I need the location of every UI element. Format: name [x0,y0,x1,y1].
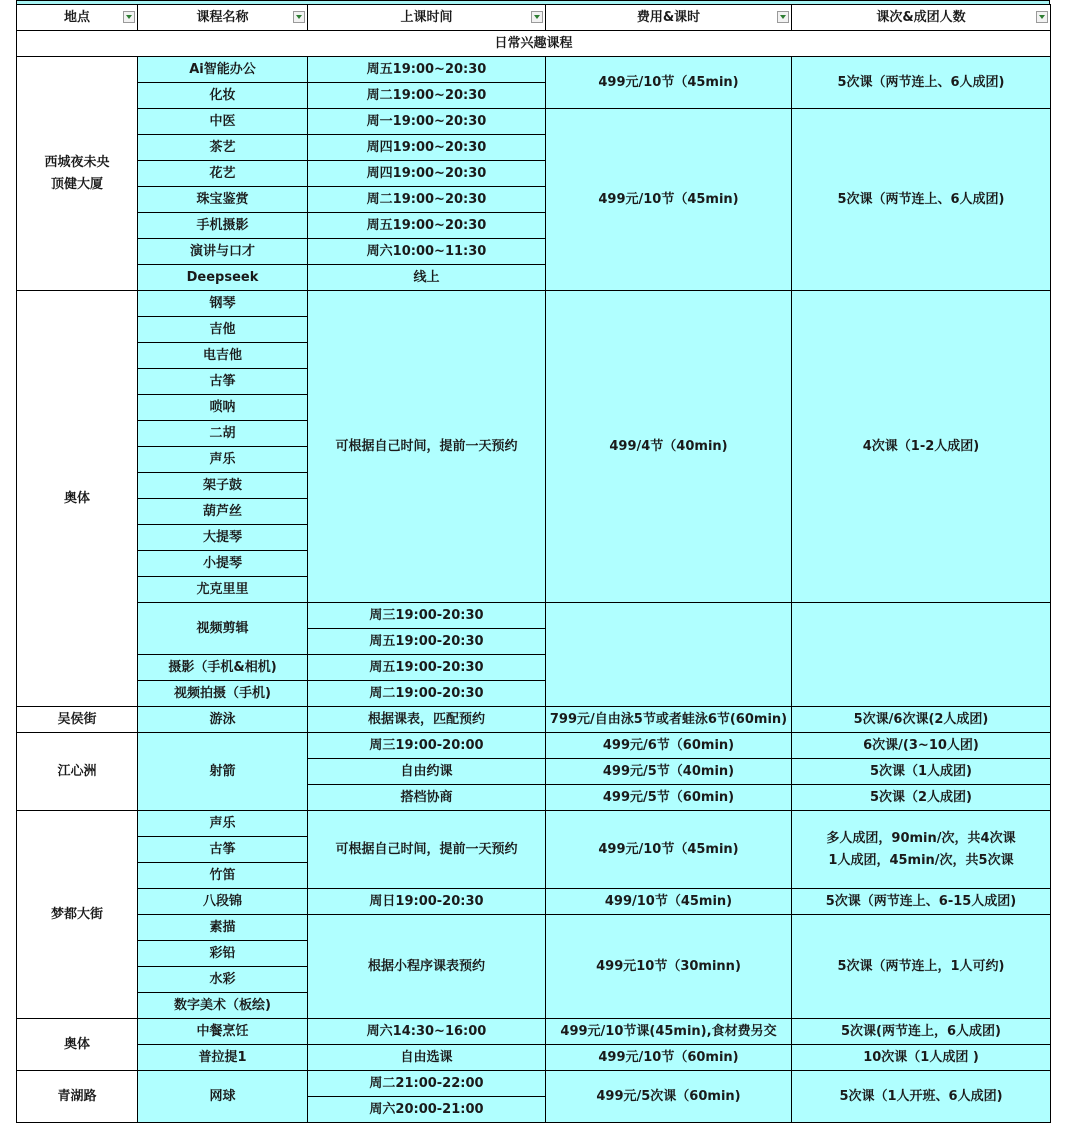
location-cell: 奥体 [17,1019,138,1071]
table-row [17,57,1051,83]
time-cell[interactable]: 搭档协商 [308,785,546,811]
sessions-cell[interactable]: 5次课（两节连上、6-15人成团) [792,889,1051,915]
course-cell[interactable]: 尤克里里 [138,577,308,603]
time-cell[interactable]: 周三19:00-20:00 [308,733,546,759]
fee-cell[interactable]: 499/10节（45min) [546,889,792,915]
course-cell[interactable]: 小提琴 [138,551,308,577]
course-cell[interactable]: 声乐 [138,447,308,473]
filter-dropdown-icon[interactable] [123,11,135,23]
fee-cell[interactable] [546,603,792,707]
filter-dropdown-icon[interactable] [293,11,305,23]
location-cell: 梦都大街 [17,811,138,1019]
course-cell[interactable]: 射箭 [138,733,308,811]
sessions-cell[interactable]: 6次课/(3~10人团) [792,733,1051,759]
course-cell[interactable]: 钢琴 [138,291,308,317]
time-cell[interactable]: 周六14:30~16:00 [308,1019,546,1045]
table-row [17,915,1051,941]
time-cell[interactable]: 周三19:00-20:30 [308,603,546,629]
table-row [17,733,1051,759]
table-row [17,707,1051,733]
course-cell[interactable]: 视频剪辑 [138,603,308,655]
time-cell[interactable]: 周五19:00~20:30 [308,57,546,83]
sessions-cell[interactable]: 5次课（两节连上，1人可约) [792,915,1051,1019]
time-cell[interactable]: 根据小程序课表预约 [308,915,546,1019]
fee-cell[interactable]: 499元/10节（45min) [546,109,792,291]
time-cell[interactable]: 周二21:00-22:00 [308,1071,546,1097]
fee-cell[interactable]: 499元/6节（60min) [546,733,792,759]
course-cell[interactable]: 素描 [138,915,308,941]
course-cell[interactable]: 珠宝鉴赏 [138,187,308,213]
time-cell[interactable]: 周一19:00~20:30 [308,109,546,135]
location-cell: 青湖路 [17,1071,138,1123]
table-row [17,1045,1051,1071]
fee-cell[interactable]: 499/4节（40min) [546,291,792,603]
fee-cell[interactable]: 799元/自由泳5节或者蛙泳6节(60min) [546,707,792,733]
location-cell: 江心洲 [17,733,138,811]
course-cell[interactable]: Ai智能办公 [138,57,308,83]
table-row [17,889,1051,915]
course-cell[interactable]: 彩铅 [138,941,308,967]
course-cell[interactable]: 大提琴 [138,525,308,551]
time-cell[interactable]: 可根据自己时间，提前一天预约 [308,291,546,603]
time-cell[interactable]: 周二19:00~20:30 [308,83,546,109]
location-cell: 西城夜未央 顶健大厦 [17,57,138,291]
location-cell: 奥体 [17,291,138,707]
course-cell[interactable]: 八段锦 [138,889,308,915]
time-cell[interactable]: 自由选课 [308,1045,546,1071]
course-cell[interactable]: 摄影（手机&相机) [138,655,308,681]
time-cell[interactable]: 周二19:00~20:30 [308,187,546,213]
course-cell[interactable]: Deepseek [138,265,308,291]
sessions-cell[interactable]: 5次课（2人成团) [792,785,1051,811]
course-cell[interactable]: 数字美术（板绘) [138,993,308,1019]
fee-cell[interactable]: 499元/10节（45min) [546,811,792,889]
header-fee: 费用&课时 [546,5,792,31]
course-cell[interactable]: 演讲与口才 [138,239,308,265]
fee-cell[interactable]: 499元/10节（45min) [546,57,792,109]
course-cell[interactable]: 电吉他 [138,343,308,369]
time-cell[interactable]: 周四19:00~20:30 [308,135,546,161]
time-cell[interactable]: 周日19:00-20:30 [308,889,546,915]
fee-cell[interactable]: 499元/10节（60min) [546,1045,792,1071]
sessions-cell[interactable]: 5次课(两节连上，6人成团) [792,1019,1051,1045]
table-row [17,109,1051,135]
time-cell[interactable]: 可根据自己时间，提前一天预约 [308,811,546,889]
course-cell[interactable]: 二胡 [138,421,308,447]
course-cell[interactable]: 水彩 [138,967,308,993]
sessions-cell[interactable]: 10次课（1人成团 ) [792,1045,1051,1071]
time-cell[interactable]: 自由约课 [308,759,546,785]
course-cell[interactable]: 手机摄影 [138,213,308,239]
table-row [17,1019,1051,1045]
course-cell[interactable]: 茶艺 [138,135,308,161]
filter-dropdown-icon[interactable] [1036,11,1048,23]
header-time: 上课时间 [308,5,546,31]
course-cell[interactable]: 网球 [138,1071,308,1123]
fee-cell[interactable]: 499元/10节课(45min),食材费另交 [546,1019,792,1045]
course-cell[interactable]: 架子鼓 [138,473,308,499]
sessions-cell[interactable]: 多人成团，90min/次，共4次课 1人成团，45min/次，共5次课 [792,811,1051,889]
section-row [17,31,1051,57]
time-cell[interactable]: 根据课表，匹配预约 [308,707,546,733]
table-row [17,603,1051,629]
course-cell[interactable]: 游泳 [138,707,308,733]
filter-dropdown-icon[interactable] [531,11,543,23]
fee-cell[interactable]: 499元/5次课（60min) [546,1071,792,1123]
table-row [17,811,1051,837]
header-location: 地点 [17,5,138,31]
course-cell[interactable]: 化妆 [138,83,308,109]
table-row [17,1071,1051,1097]
sessions-cell[interactable]: 5次课/6次课(2人成团) [792,707,1051,733]
location-cell: 吴侯街 [17,707,138,733]
time-cell[interactable]: 周五19:00~20:30 [308,213,546,239]
sessions-cell[interactable] [792,603,1051,707]
filter-dropdown-icon[interactable] [777,11,789,23]
sessions-cell[interactable]: 5次课（两节连上、6人成团) [792,57,1051,109]
course-cell[interactable]: 葫芦丝 [138,499,308,525]
sessions-cell[interactable]: 5次课（两节连上、6人成团) [792,109,1051,291]
time-cell[interactable]: 周六10:00~11:30 [308,239,546,265]
sessions-cell[interactable]: 5次课（1人成团) [792,759,1051,785]
fee-cell[interactable]: 499元/5节（60min) [546,785,792,811]
header-sessions: 课次&成团人数 [792,5,1051,31]
course-cell[interactable]: 声乐 [138,811,308,837]
time-cell[interactable]: 周二19:00-20:30 [308,681,546,707]
course-cell[interactable]: 古筝 [138,369,308,395]
course-table [16,4,1051,1123]
course-cell[interactable]: 花艺 [138,161,308,187]
header-course: 课程名称 [138,5,308,31]
course-cell[interactable]: 竹笛 [138,863,308,889]
header-row [17,5,1051,31]
course-cell[interactable]: 视频拍摄（手机) [138,681,308,707]
time-cell[interactable]: 周五19:00-20:30 [308,655,546,681]
sessions-cell[interactable]: 4次课（1-2人成团) [792,291,1051,603]
sessions-cell[interactable]: 5次课（1人开班、6人成团) [792,1071,1051,1123]
course-cell[interactable]: 中医 [138,109,308,135]
fee-cell[interactable]: 499元/5节（40min) [546,759,792,785]
time-cell[interactable]: 周五19:00-20:30 [308,629,546,655]
time-cell[interactable]: 线上 [308,265,546,291]
fee-cell[interactable]: 499元10节（30minn) [546,915,792,1019]
section-title: 日常兴趣课程 [17,31,1051,57]
course-cell[interactable]: 普拉提1 [138,1045,308,1071]
course-cell[interactable]: 吉他 [138,317,308,343]
course-cell[interactable]: 中餐烹饪 [138,1019,308,1045]
time-cell[interactable]: 周四19:00~20:30 [308,161,546,187]
course-cell[interactable]: 唢呐 [138,395,308,421]
table-row [17,291,1051,317]
time-cell[interactable]: 周六20:00-21:00 [308,1097,546,1123]
course-cell[interactable]: 古筝 [138,837,308,863]
